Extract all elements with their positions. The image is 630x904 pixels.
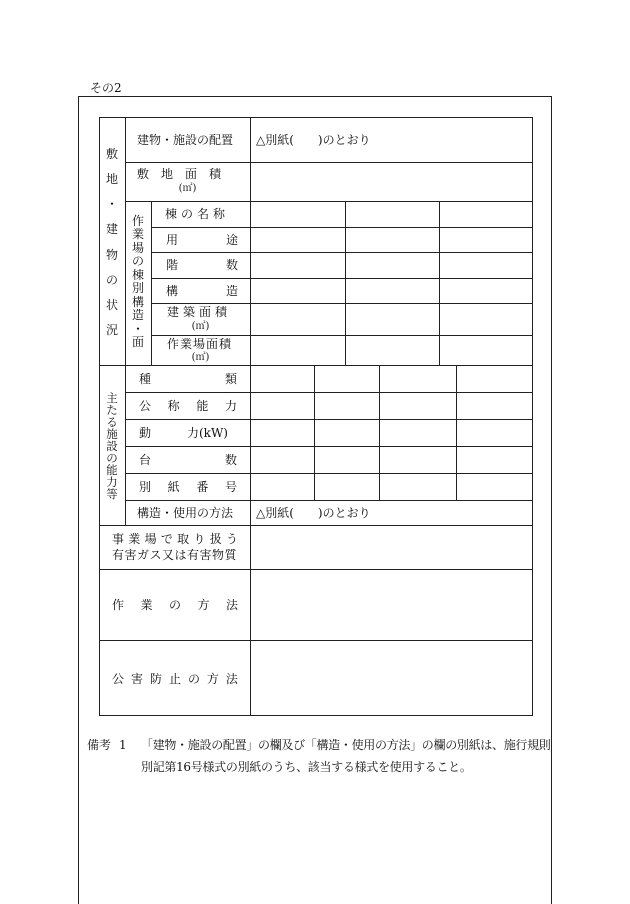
count-label: 台 数 [139, 453, 237, 467]
floors-label: 階 数 [166, 258, 238, 272]
remarks-line2: 別記第16号様式の別紙のうち、該当する様式を使用すること。 [141, 760, 472, 774]
workshop-area-unit: (㎡) [191, 352, 210, 363]
building-name-label: 棟の名称 [165, 207, 230, 221]
workshop-section-label: 作 業 場 の 棟 別 構 造 ・ 面 [131, 214, 144, 349]
structure-usage-label: 構造・使用の方法 [137, 506, 234, 520]
remarks-line1: 「建物・施設の配置」の欄及び「構造・使用の方法」の欄の別紙は、施行規則 [141, 738, 551, 752]
building-area-unit: (㎡) [191, 321, 210, 332]
harmful-substances-line1: 事 業 場 で 取 り 扱 う [112, 532, 238, 546]
site-area-label: 敷 地 面 積 [137, 167, 222, 181]
building-area-label: 建築面積 [167, 305, 232, 319]
remarks-label: 備考 [87, 738, 112, 752]
attachment-number-label: 別 紙 番 号 [139, 480, 237, 494]
work-method-input[interactable] [251, 570, 532, 639]
pollution-prevention-label: 公 害 防 止 の 方 法 [112, 672, 238, 686]
use-label: 用 途 [166, 233, 238, 247]
page-label: その2 [90, 81, 122, 95]
site-building-section-label: 敷 地 ・ 建 物 の 状 況 [105, 147, 118, 337]
harmful-substances-input[interactable] [251, 526, 532, 568]
building-layout-label: 建物・施設の配置 [137, 133, 234, 147]
power-label: 動 力(kW) [139, 426, 228, 440]
kind-label: 種 類 [139, 372, 237, 386]
structure-label: 構 造 [166, 284, 238, 298]
capacity-label: 公 称 能 力 [139, 399, 237, 413]
pollution-prevention-input[interactable] [251, 641, 532, 715]
building-layout-value[interactable]: △別紙( )のとおり [256, 133, 371, 147]
remarks-number: 1 [119, 738, 127, 752]
workshop-area-label: 作業場面積 [167, 337, 233, 351]
site-area-unit: (㎡) [178, 183, 197, 194]
site-area-input[interactable] [251, 163, 532, 200]
harmful-substances-line2: 有害ガス又は有害物質 [112, 548, 238, 562]
facility-section-label: 主 た る 施 設 の 能 力 等 [106, 391, 118, 501]
work-method-label: 作 業 の 方 法 [112, 598, 238, 612]
structure-usage-value[interactable]: △別紙( )のとおり [256, 506, 371, 520]
